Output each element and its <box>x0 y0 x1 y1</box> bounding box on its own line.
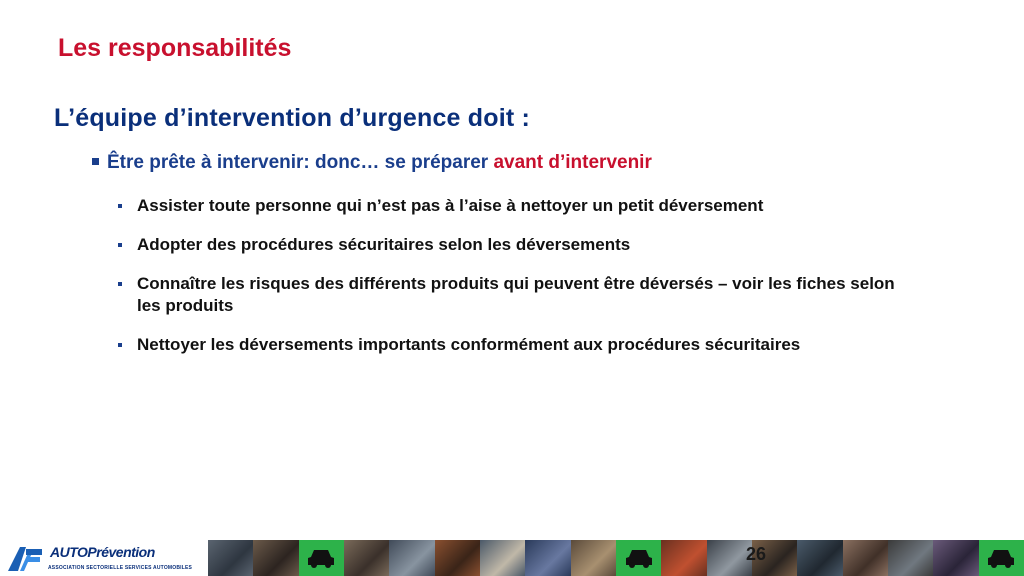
slide-title: Les responsabilités <box>58 34 292 62</box>
list-item <box>118 273 898 317</box>
car-icon <box>979 540 1024 576</box>
footer-photo <box>435 540 480 576</box>
logo-auto-text: AUTO <box>50 544 88 560</box>
footer-photo <box>253 540 298 576</box>
list-item <box>118 234 898 256</box>
list-item-text: Adopter des procédures sécuritaires selon les déversements <box>137 235 631 254</box>
car-icon <box>299 540 344 576</box>
sub-bullet <box>92 152 652 174</box>
footer-photo <box>933 540 978 576</box>
footer-photo <box>480 540 525 576</box>
bullet-icon <box>118 343 122 347</box>
footer-photo <box>797 540 842 576</box>
logo-prevention-text: Prévention <box>87 544 155 560</box>
footer-photo <box>661 540 706 576</box>
footer-photo <box>571 540 616 576</box>
photo-strip <box>208 540 1024 576</box>
footer-photo <box>389 540 434 576</box>
list-item-text: Nettoyer les déversements importants conformément aux procédures sécuritaires <box>137 335 801 354</box>
bullet-icon <box>118 282 122 286</box>
list-item-text: Assister toute personne qui n’est pas à l’aise à nettoyer un petit déversement <box>137 196 764 215</box>
footer-photo <box>208 540 253 576</box>
sub-bullet-accent: avant d’intervenir <box>493 152 652 173</box>
list-item <box>118 334 898 356</box>
ap-logo-icon <box>6 543 46 573</box>
list-item <box>118 195 898 217</box>
page-number: 26 <box>746 544 767 564</box>
list-item-text: Connaître les risques des différents produits qui peuvent être déversés – voir les fiches selon les produits <box>137 274 895 315</box>
logo-tagline: ASSOCIATION SECTORIELLE SERVICES AUTOMOBILES <box>48 565 193 571</box>
footer-photo <box>843 540 888 576</box>
footer <box>0 540 1024 576</box>
bullet-list <box>118 195 898 373</box>
logo-wordmark <box>50 544 155 560</box>
bullet-icon <box>118 243 122 247</box>
sub-bullet-text: Être prête à intervenir: donc… se préparer <box>107 152 494 173</box>
car-icon <box>616 540 661 576</box>
section-heading: L’équipe d’intervention d’urgence doit : <box>54 104 531 132</box>
square-bullet-icon <box>92 158 99 165</box>
bullet-icon <box>118 204 122 208</box>
footer-photo <box>525 540 570 576</box>
footer-photo <box>344 540 389 576</box>
autoprevention-logo <box>0 540 208 576</box>
footer-photo <box>888 540 933 576</box>
